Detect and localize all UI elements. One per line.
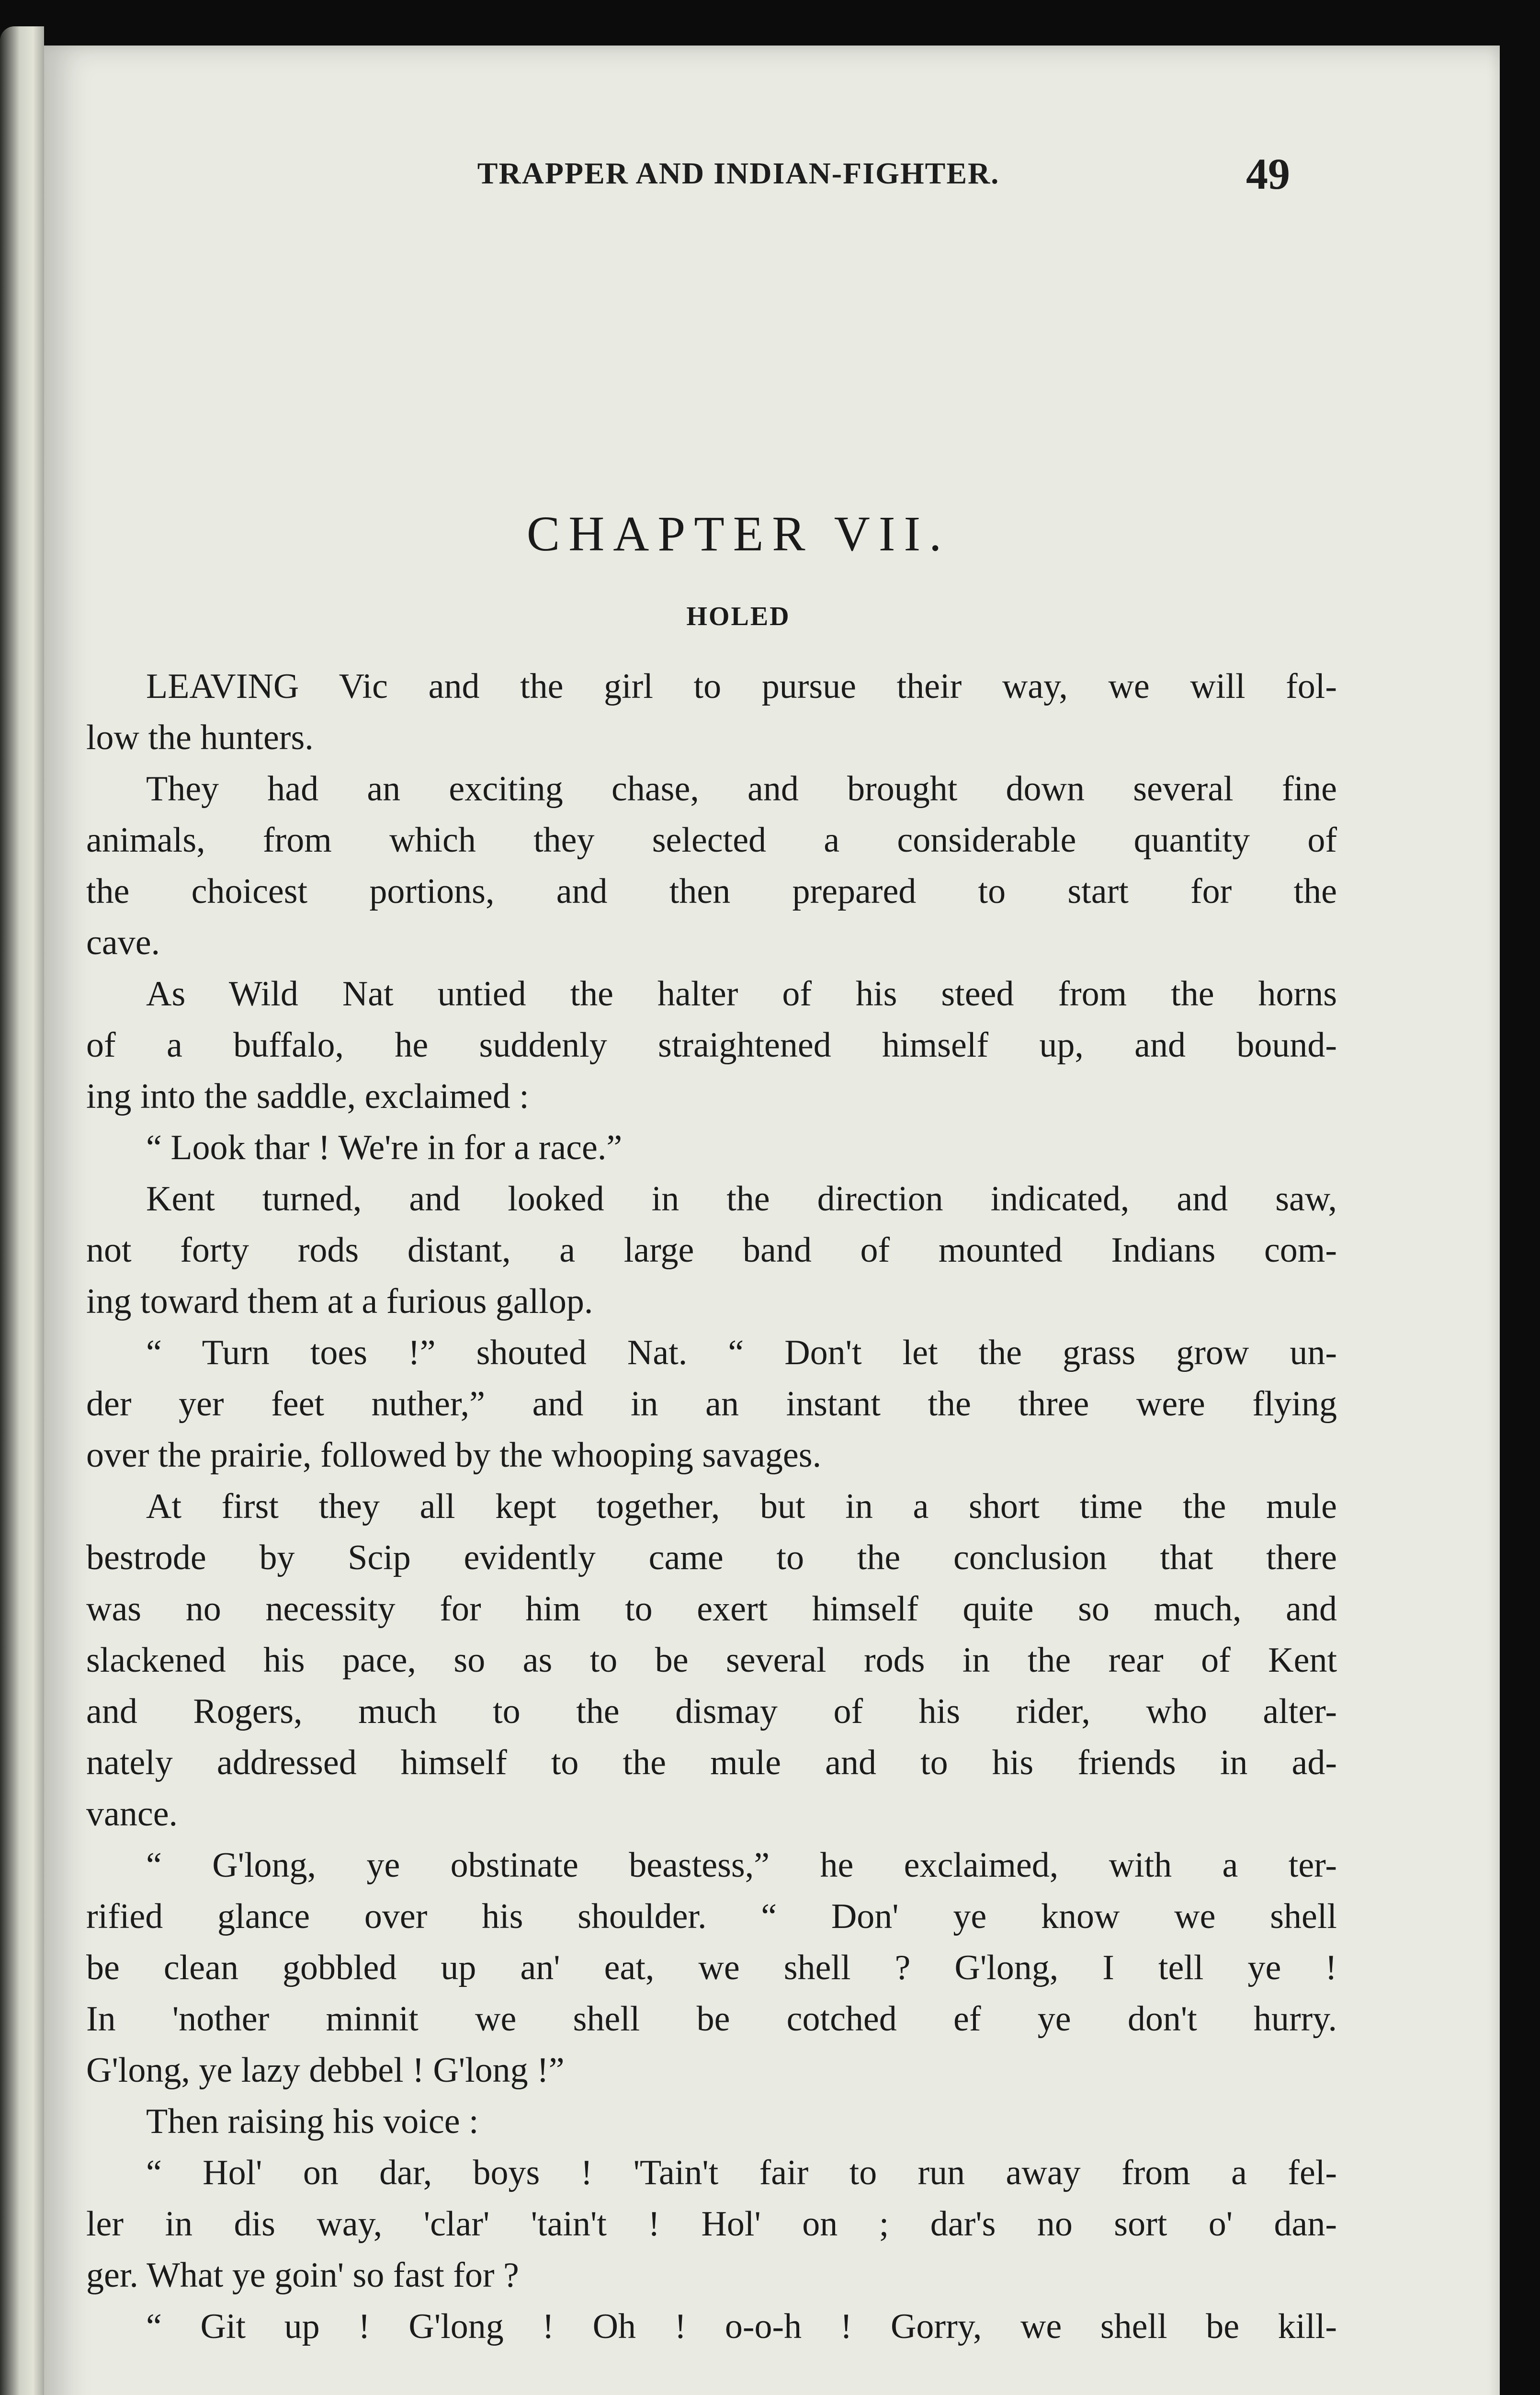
chapter-subtitle: HOLED bbox=[686, 602, 791, 631]
text-line: slackened his pace, so as to be several rods in the rear of Kent bbox=[86, 1641, 1337, 1680]
text-line: “ Hol' on dar, boys ! 'Tain't fair to run away from a fel- bbox=[146, 2153, 1337, 2192]
text-line: G'long, ye lazy debbel ! G'long !” bbox=[86, 2051, 565, 2090]
text-line: der yer feet nuther,” and in an instant the three were flying bbox=[86, 1384, 1337, 1424]
text-line: ing toward them at a furious gallop. bbox=[86, 1282, 593, 1321]
running-head: TRAPPER AND INDIAN-FIGHTER. bbox=[477, 156, 1000, 190]
text-line: rified glance over his shoulder. “ Don' ye know we shell bbox=[86, 1897, 1337, 1936]
text-line: nately addressed himself to the mule and to his friends in ad- bbox=[86, 1743, 1337, 1782]
page-number: 49 bbox=[1246, 149, 1290, 198]
body-text bbox=[86, 661, 1337, 2352]
text-line: of a buffalo, he suddenly straightened himself up, and bound- bbox=[86, 1026, 1337, 1065]
text-line: In 'nother minnit we shell be cotched ef ye don't hurry. bbox=[86, 1999, 1337, 2039]
text-line: the choicest portions, and then prepared to start for the bbox=[86, 872, 1337, 911]
text-line: ler in dis way, 'clar' 'tain't ! Hol' on ; dar's no sort o' dan- bbox=[86, 2204, 1337, 2244]
text-line: They had an exciting chase, and brought down several fine bbox=[146, 769, 1337, 809]
book-spine bbox=[0, 26, 44, 2395]
text-line: “ Turn toes !” shouted Nat. “ Don't let the grass grow un- bbox=[146, 1333, 1337, 1372]
text-line: and Rogers, much to the dismay of his rider, who alter- bbox=[86, 1692, 1337, 1731]
text-line: cave. bbox=[86, 923, 160, 962]
text-line: “ Git up ! G'long ! Oh ! o-o-h ! Gorry, we shell be kill- bbox=[146, 2307, 1337, 2346]
text-line: Kent turned, and looked in the direction indicated, and saw, bbox=[146, 1179, 1337, 1219]
text-line: “ Look thar ! We're in for a race.” bbox=[146, 1128, 623, 1167]
text-line: LEAVING Vic and the girl to pursue their way, we will fol- bbox=[146, 667, 1337, 706]
book-page bbox=[44, 46, 1500, 2395]
text-line: low the hunters. bbox=[86, 718, 314, 757]
text-line: Then raising his voice : bbox=[146, 2102, 479, 2141]
text-line: vance. bbox=[86, 1794, 178, 1834]
text-line: bestrode by Scip evidently came to the conclusion that there bbox=[86, 1538, 1337, 1577]
text-line: not forty rods distant, a large band of mounted Indians com- bbox=[86, 1231, 1337, 1270]
text-line: ger. What ye goin' so fast for ? bbox=[86, 2256, 519, 2295]
text-line: animals, from which they selected a considerable quantity of bbox=[86, 821, 1337, 860]
chapter-title: CHAPTER VII. bbox=[526, 506, 951, 561]
text-line: At first they all kept together, but in a short time the mule bbox=[146, 1487, 1337, 1526]
text-line: ing into the saddle, exclaimed : bbox=[86, 1077, 529, 1116]
text-line: As Wild Nat untied the halter of his steed from the horns bbox=[146, 974, 1337, 1014]
text-line: “ G'long, ye obstinate beastess,” he exclaimed, with a ter- bbox=[146, 1846, 1337, 1885]
text-line: over the prairie, followed by the whooping savages. bbox=[86, 1436, 822, 1475]
text-line: was no necessity for him to exert himself quite so much, and bbox=[86, 1589, 1337, 1629]
text-line: be clean gobbled up an' eat, we shell ? G'long, I tell ye ! bbox=[86, 1948, 1337, 1987]
